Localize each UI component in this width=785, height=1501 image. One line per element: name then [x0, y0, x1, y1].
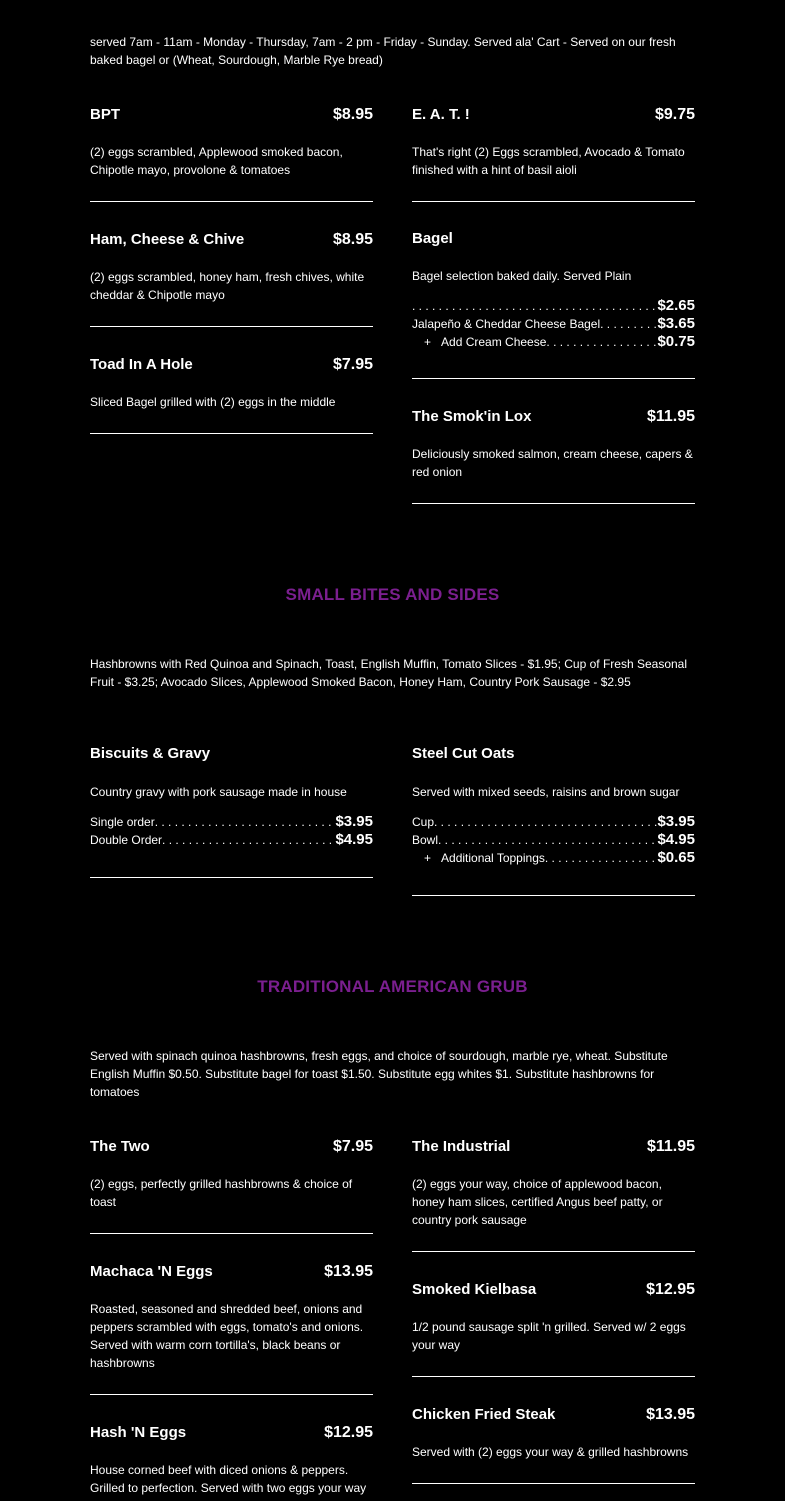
price-option-plain: [412, 297, 695, 315]
item-description: House corned beef with diced onions & peppers. Grilled to perfection. Served with two eggs your way: [90, 1463, 367, 1495]
divider: [412, 201, 695, 202]
price-option-cup: [412, 813, 695, 831]
menu-item-eat: [412, 106, 695, 179]
section-title-small-bites: SMALL BITES AND SIDES: [285, 585, 500, 604]
divider: [90, 877, 373, 878]
item-name: The Smok'in Lox: [412, 408, 532, 425]
price-options: [412, 813, 695, 867]
price-options: [90, 813, 373, 849]
item-name: The Two: [90, 1138, 150, 1155]
menu-item-chicken-fried-steak: [412, 1406, 695, 1461]
leader-dots: [434, 815, 657, 829]
divider: [90, 433, 373, 434]
item-description: (2) eggs, perfectly grilled hashbrowns & choice of toast: [90, 1177, 353, 1209]
leader-dots: [155, 815, 336, 829]
option-label: Jalapeño & Cheddar Cheese Bagel: [412, 317, 601, 331]
item-description: Served with mixed seeds, raisins and brown sugar: [412, 785, 680, 799]
option-label: Additional Toppings: [441, 851, 545, 865]
item-name: Toad In A Hole: [90, 356, 193, 373]
divider: [90, 1394, 373, 1395]
menu-item-toad-in-a-hole: [90, 356, 373, 411]
item-name: Ham, Cheese & Chive: [90, 231, 245, 248]
item-description: Country gravy with pork sausage made in house: [90, 785, 347, 799]
option-price: $3.95: [335, 813, 373, 830]
menu-item-the-two: [90, 1138, 373, 1211]
item-description: That's right (2) Eggs scrambled, Avocado & Tomato finished with a hint of basil aioli: [412, 145, 685, 177]
leader-dots: [162, 833, 335, 847]
item-description: 1/2 pound sausage split 'n grilled. Served w/ 2 eggs your way: [412, 1320, 686, 1352]
item-description: Sliced Bagel grilled with (2) eggs in the middle: [90, 395, 336, 409]
american-grub-intro: Served with spinach quinoa hashbrowns, fresh eggs, and choice of sourdough, marble rye, wheat. Substitute English Muffin $0.50. Substitute bagel for toast $1.50. Substitute egg whites $1. Substitute hashbrowns for tomatoes: [90, 1049, 668, 1099]
plus-icon: +: [424, 851, 432, 865]
item-description: Bagel selection baked daily. Served Plain: [412, 269, 632, 283]
item-price: $13.95: [324, 1263, 373, 1280]
price-option-toppings: [412, 849, 695, 867]
price-options: [412, 297, 695, 351]
item-description: Roasted, seasoned and shredded beef, onions and peppers scrambled with eggs, tomato's and onions. Served with warm corn tortilla's, black beans or hashbrowns: [90, 1302, 364, 1370]
option-price: $4.95: [657, 831, 695, 848]
option-price: $0.75: [657, 333, 695, 350]
item-name: Machaca 'N Eggs: [90, 1263, 213, 1280]
menu-item-ham-cheese-chive: [90, 231, 373, 304]
divider: [412, 1251, 695, 1252]
menu-item-bagel: [412, 230, 695, 351]
leader-dots: [545, 851, 658, 865]
price-option-bowl: [412, 831, 695, 849]
option-label: Bowl: [412, 833, 439, 847]
leader-dots: [600, 317, 657, 331]
item-name: Biscuits & Gravy: [90, 745, 211, 762]
option-price: $0.65: [657, 849, 695, 866]
divider: [90, 326, 373, 327]
option-label: Cup: [412, 815, 435, 829]
plus-icon: +: [424, 335, 432, 349]
option-price: $4.95: [335, 831, 373, 848]
item-price: $13.95: [646, 1406, 695, 1423]
item-description: (2) eggs scrambled, Applewood smoked bacon, Chipotle mayo, provolone & tomatoes: [90, 145, 343, 177]
option-price: $3.95: [657, 813, 695, 830]
item-description: Served with (2) eggs your way & grilled hashbrowns: [412, 1445, 689, 1459]
item-price: $12.95: [324, 1424, 373, 1441]
menu-item-biscuits-gravy: [90, 745, 373, 849]
item-name: Chicken Fried Steak: [412, 1406, 556, 1423]
option-label: Single order: [90, 815, 155, 829]
divider: [90, 201, 373, 202]
menu-item-hash-n-eggs: [90, 1424, 373, 1497]
divider: [412, 1376, 695, 1377]
small-bites-intro: Hashbrowns with Red Quinoa and Spinach, Toast, English Muffin, Tomato Slices - $1.95; Cup of Fresh Seasonal Fruit - $3.25; Avocado Slices, Applewood Smoked Bacon, Honey Ham, Country Pork Sausage - $2.95: [90, 657, 687, 689]
item-name: BPT: [90, 106, 120, 123]
item-price: $12.95: [646, 1281, 695, 1298]
item-price: $7.95: [332, 356, 373, 373]
price-option-jalapeno: [412, 315, 695, 333]
leader-dots: [412, 299, 657, 313]
divider: [412, 378, 695, 379]
breakfast-intro: served 7am - 11am - Monday - Thursday, 7am - 2 pm - Friday - Sunday. Served ala' Cart - Served on our fresh baked bagel or (Wheat, Sourdough, Marble Rye bread): [90, 35, 676, 67]
option-price: $3.65: [657, 315, 695, 332]
menu-item-machaca-n-eggs: [90, 1263, 373, 1372]
leader-dots: [438, 833, 657, 847]
menu-item-bpt: [90, 106, 373, 179]
price-option-double: [90, 831, 373, 849]
item-name: E. A. T. !: [412, 106, 470, 123]
item-name: Hash 'N Eggs: [90, 1424, 187, 1441]
menu-item-the-industrial: [412, 1138, 695, 1229]
price-option-single: [90, 813, 373, 831]
item-price: $11.95: [646, 408, 695, 425]
divider: [90, 1233, 373, 1234]
divider: [412, 503, 695, 504]
item-price: $8.95: [332, 231, 373, 248]
option-price: $2.65: [657, 297, 695, 314]
item-price: $9.75: [654, 106, 695, 123]
option-label: Double Order: [90, 833, 163, 847]
menu-item-smokin-lox: [412, 408, 695, 481]
section-title-american-grub: TRADITIONAL AMERICAN GRUB: [257, 977, 528, 996]
item-description: (2) eggs scrambled, honey ham, fresh chives, white cheddar & Chipotle mayo: [90, 270, 365, 302]
option-label: Add Cream Cheese: [441, 335, 547, 349]
item-name: The Industrial: [412, 1138, 511, 1155]
price-option-cream-cheese: [412, 333, 695, 351]
divider: [412, 1483, 695, 1484]
item-price: $8.95: [332, 106, 373, 123]
menu-item-smoked-kielbasa: [412, 1281, 695, 1354]
item-description: Deliciously smoked salmon, cream cheese, capers & red onion: [412, 447, 693, 479]
divider: [412, 895, 695, 896]
item-price: $7.95: [332, 1138, 373, 1155]
item-name: Bagel: [412, 230, 453, 247]
menu-item-steel-cut-oats: [412, 745, 695, 867]
item-description: (2) eggs your way, choice of applewood bacon, honey ham slices, certified Angus beef patty, or country pork sausage: [412, 1177, 663, 1227]
item-name: Steel Cut Oats: [412, 745, 515, 762]
item-name: Smoked Kielbasa: [412, 1281, 537, 1298]
item-price: $11.95: [646, 1138, 695, 1155]
leader-dots: [546, 335, 657, 349]
